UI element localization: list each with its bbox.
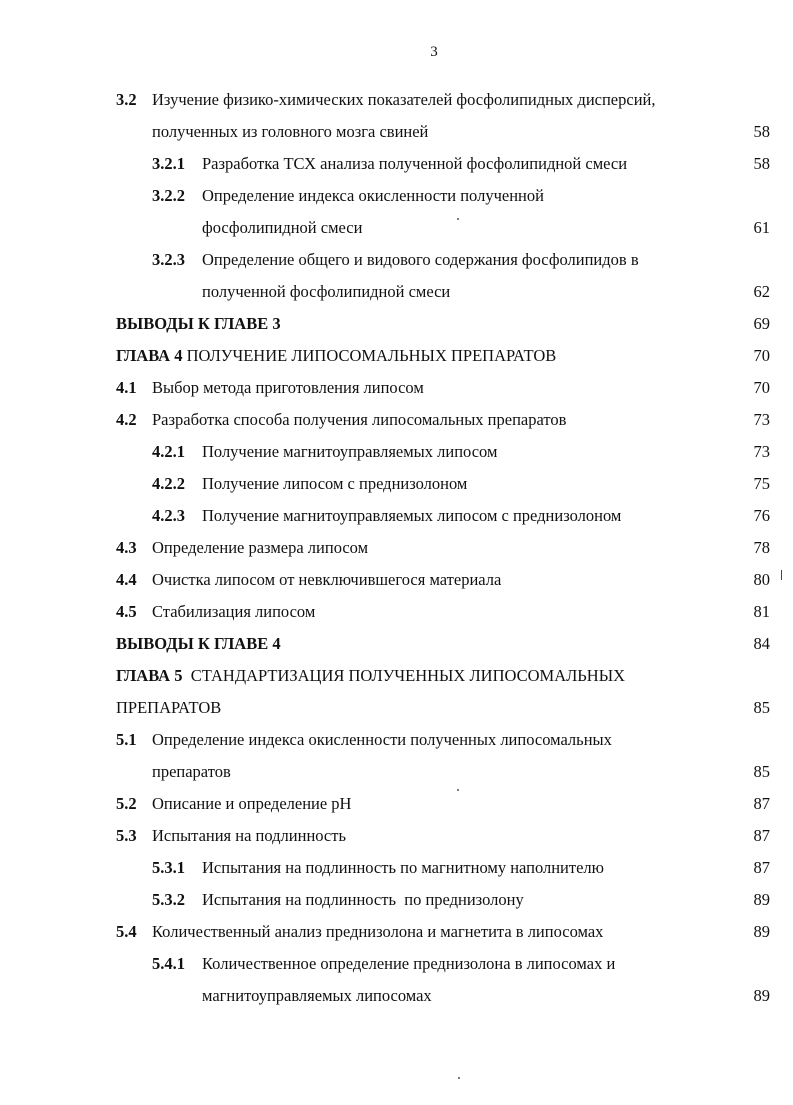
toc-entry-4-2-3 <box>116 500 770 532</box>
toc-entry-4-3 <box>116 532 770 564</box>
toc-page-number: 78 <box>753 538 770 557</box>
toc-title: Получение магнитоуправляемых липосом с преднизолоном <box>202 506 622 525</box>
toc-entry-3-2-1 <box>116 148 770 180</box>
toc-entry-3-2 <box>116 84 770 116</box>
toc-title: Изучение физико-химических показателей фосфолипидных дисперсий, <box>152 90 656 109</box>
toc-title: магнитоуправляемых липосомах <box>202 986 432 1005</box>
scan-speck <box>457 789 459 791</box>
toc-entry-5-1-continued <box>116 756 770 788</box>
toc-title: Испытания на подлинность <box>152 826 346 845</box>
toc-page-number: 89 <box>753 986 770 1005</box>
toc-number: 5.1 <box>116 730 137 749</box>
table-of-contents <box>116 84 770 1012</box>
toc-page-number: 87 <box>753 826 770 845</box>
toc-entry-chapter-4 <box>116 340 770 372</box>
toc-number: 5.3.2 <box>152 890 185 909</box>
toc-page-number: 73 <box>753 442 770 461</box>
toc-entry-4-2 <box>116 404 770 436</box>
toc-title: полученных из головного мозга свиней <box>152 122 429 141</box>
toc-page-number: 73 <box>753 410 770 429</box>
toc-title: Разработка способа получения липосомальных препаратов <box>152 410 567 429</box>
toc-title: ПОЛУЧЕНИЕ ЛИПОСОМАЛЬНЫХ ПРЕПАРАТОВ <box>186 346 557 365</box>
toc-title: Определение размера липосом <box>152 538 369 557</box>
toc-entry-4-5 <box>116 596 770 628</box>
toc-page-number: 75 <box>753 474 770 493</box>
toc-title: Получение липосом с преднизолоном <box>202 474 468 493</box>
toc-title: Количественный анализ преднизолона и магнетита в липосомах <box>152 922 604 941</box>
toc-entry-3-2-2-continued <box>116 212 770 244</box>
toc-number: 3.2.2 <box>152 186 185 205</box>
toc-title: Испытания на подлинность по преднизолону <box>202 890 524 909</box>
toc-number: ГЛАВА 4 <box>116 346 183 365</box>
toc-page-number: 58 <box>753 122 770 141</box>
toc-entry-3-2-3 <box>116 244 770 276</box>
toc-title: Стабилизация липосом <box>152 602 316 621</box>
toc-page-number: 70 <box>753 346 770 365</box>
toc-number: 4.4 <box>116 570 137 589</box>
toc-entry-5-3 <box>116 820 770 852</box>
toc-number: ГЛАВА 5 <box>116 666 183 685</box>
toc-page-number: 89 <box>753 922 770 941</box>
page-number: 3 <box>430 44 438 60</box>
toc-title: Количественное определение преднизолона в липосомах и <box>202 954 616 973</box>
toc-entry-4-2-1 <box>116 436 770 468</box>
toc-number: 4.2 <box>116 410 137 429</box>
toc-number: 4.2.1 <box>152 442 185 461</box>
scan-edge-mark <box>781 570 782 580</box>
toc-title: ВЫВОДЫ К ГЛАВЕ 3 <box>116 314 281 333</box>
toc-number: 5.4.1 <box>152 954 185 973</box>
toc-page-number: 76 <box>753 506 770 525</box>
toc-title: Очистка липосом от невключившегося материала <box>152 570 502 589</box>
toc-entry-chapter-5 <box>116 660 770 692</box>
toc-entry-5-4-1-continued <box>116 980 770 1012</box>
toc-title: ПРЕПАРАТОВ <box>116 698 222 717</box>
toc-page-number: 81 <box>753 602 770 621</box>
toc-page-number: 87 <box>753 794 770 813</box>
toc-page-number: 85 <box>753 698 770 717</box>
toc-title: Описание и определение pH <box>152 794 352 813</box>
toc-page-number: 80 <box>753 570 770 589</box>
toc-entry-5-2 <box>116 788 770 820</box>
toc-title: Испытания на подлинность по магнитному наполнителю <box>202 858 604 877</box>
scan-speck <box>458 1077 460 1079</box>
toc-number: 4.2.3 <box>152 506 185 525</box>
toc-number: 3.2.3 <box>152 250 185 269</box>
toc-page-number: 84 <box>753 634 770 653</box>
toc-title: полученной фосфолипидной смеси <box>202 282 451 301</box>
toc-page-number: 89 <box>753 890 770 909</box>
toc-entry-5-3-1 <box>116 852 770 884</box>
toc-title: Разработка ТСХ анализа полученной фосфолипидной смеси <box>202 154 628 173</box>
toc-number: 3.2 <box>116 90 137 109</box>
toc-entry-5-4 <box>116 916 770 948</box>
toc-entry-4-2-2 <box>116 468 770 500</box>
toc-number: 4.3 <box>116 538 137 557</box>
toc-entry-5-4-1 <box>116 948 770 980</box>
toc-page-number: 62 <box>753 282 770 301</box>
toc-number: 4.1 <box>116 378 137 397</box>
toc-number: 5.3.1 <box>152 858 185 877</box>
toc-page-number: 70 <box>753 378 770 397</box>
toc-number: 5.3 <box>116 826 137 845</box>
toc-entry-conclusions-ch4 <box>116 628 770 660</box>
toc-entry-5-3-2 <box>116 884 770 916</box>
toc-entry-3-2-3-continued <box>116 276 770 308</box>
toc-entry-5-1 <box>116 724 770 756</box>
toc-entry-3-2-continued <box>116 116 770 148</box>
toc-number: 4.2.2 <box>152 474 185 493</box>
toc-entry-chapter-5-continued <box>116 692 770 724</box>
toc-title: Получение магнитоуправляемых липосом <box>202 442 498 461</box>
toc-title: Определение индекса окисленности полученных липосомальных <box>152 730 612 749</box>
toc-title: фосфолипидной смеси <box>202 218 363 237</box>
toc-number: 4.5 <box>116 602 137 621</box>
toc-entry-4-1 <box>116 372 770 404</box>
toc-number: 3.2.1 <box>152 154 185 173</box>
toc-title: препаратов <box>152 762 231 781</box>
toc-page-number: 69 <box>753 314 770 333</box>
toc-page-number: 85 <box>753 762 770 781</box>
toc-entry-3-2-2 <box>116 180 770 212</box>
toc-title: Определение индекса окисленности полученной <box>202 186 544 205</box>
toc-entry-4-4 <box>116 564 770 596</box>
toc-number: 5.2 <box>116 794 137 813</box>
toc-number: 5.4 <box>116 922 137 941</box>
toc-title: Выбор метода приготовления липосом <box>152 378 424 397</box>
toc-title: СТАНДАРТИЗАЦИЯ ПОЛУЧЕННЫХ ЛИПОСОМАЛЬНЫХ <box>190 666 625 685</box>
toc-chapter-heading <box>116 340 556 372</box>
toc-page-number: 87 <box>753 858 770 877</box>
toc-chapter-heading <box>116 660 625 692</box>
toc-page-number: 61 <box>753 218 770 237</box>
toc-page-number: 58 <box>753 154 770 173</box>
toc-title: ВЫВОДЫ К ГЛАВЕ 4 <box>116 634 281 653</box>
toc-title: Определение общего и видового содержания фосфолипидов в <box>202 250 639 269</box>
toc-entry-conclusions-ch3 <box>116 308 770 340</box>
scan-speck <box>457 218 459 220</box>
